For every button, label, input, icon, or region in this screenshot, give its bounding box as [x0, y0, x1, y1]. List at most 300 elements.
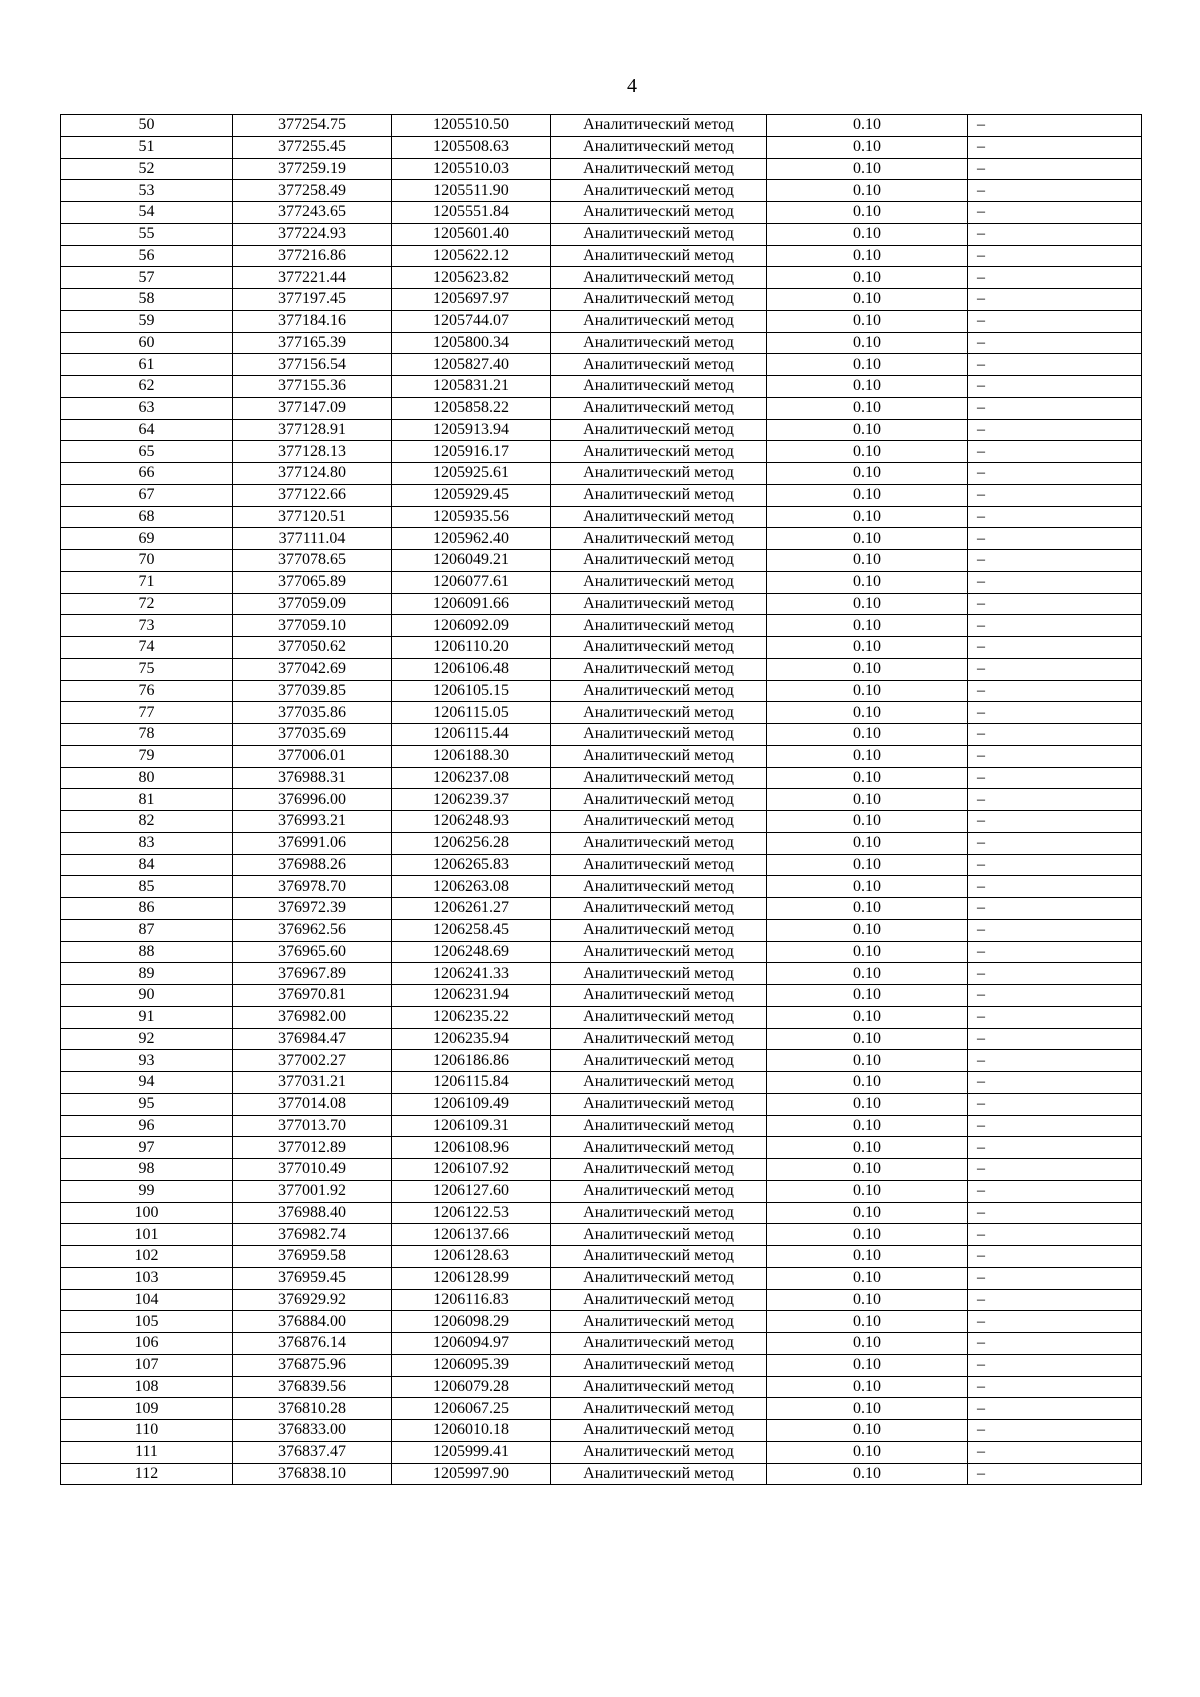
page-number: 4 — [627, 75, 637, 97]
description-cell: – — [968, 615, 1142, 637]
point-number-cell: 56 — [61, 245, 233, 267]
coord-x-cell: 377010.49 — [233, 1159, 392, 1181]
coordinates-table-body — [61, 115, 1142, 1485]
accuracy-cell: 0.10 — [767, 1420, 968, 1442]
table-row — [61, 745, 1142, 767]
accuracy-cell: 0.10 — [767, 332, 968, 354]
coord-y-cell: 1206137.66 — [392, 1224, 551, 1246]
coord-x-cell: 376959.58 — [233, 1246, 392, 1268]
accuracy-cell: 0.10 — [767, 919, 968, 941]
point-number-cell: 112 — [61, 1463, 233, 1485]
coord-y-cell: 1206237.08 — [392, 767, 551, 789]
table-row — [61, 1137, 1142, 1159]
description-cell: – — [968, 1333, 1142, 1355]
description-cell: – — [968, 811, 1142, 833]
description-cell: – — [968, 745, 1142, 767]
coord-y-cell: 1206091.66 — [392, 593, 551, 615]
accuracy-cell: 0.10 — [767, 1224, 968, 1246]
point-number-cell: 79 — [61, 745, 233, 767]
accuracy-cell: 0.10 — [767, 115, 968, 137]
point-number-cell: 51 — [61, 136, 233, 158]
description-cell: – — [968, 1420, 1142, 1442]
coord-y-cell: 1205697.97 — [392, 289, 551, 311]
coord-y-cell: 1205551.84 — [392, 202, 551, 224]
accuracy-cell: 0.10 — [767, 1333, 968, 1355]
table-row — [61, 158, 1142, 180]
coord-x-cell: 376838.10 — [233, 1463, 392, 1485]
point-number-cell: 97 — [61, 1137, 233, 1159]
coord-x-cell: 377259.19 — [233, 158, 392, 180]
point-number-cell: 95 — [61, 1093, 233, 1115]
point-number-cell: 100 — [61, 1202, 233, 1224]
point-number-cell: 57 — [61, 267, 233, 289]
method-cell: Аналитический метод — [551, 637, 767, 659]
point-number-cell: 92 — [61, 1028, 233, 1050]
description-cell: – — [968, 1224, 1142, 1246]
table-row — [61, 550, 1142, 572]
accuracy-cell: 0.10 — [767, 615, 968, 637]
method-cell: Аналитический метод — [551, 202, 767, 224]
method-cell: Аналитический метод — [551, 767, 767, 789]
coord-x-cell: 376988.40 — [233, 1202, 392, 1224]
method-cell: Аналитический метод — [551, 789, 767, 811]
coord-x-cell: 376839.56 — [233, 1376, 392, 1398]
coord-y-cell: 1205935.56 — [392, 506, 551, 528]
point-number-cell: 104 — [61, 1289, 233, 1311]
point-number-cell: 66 — [61, 463, 233, 485]
point-number-cell: 63 — [61, 397, 233, 419]
accuracy-cell: 0.10 — [767, 1072, 968, 1094]
point-number-cell: 69 — [61, 528, 233, 550]
description-cell: – — [968, 789, 1142, 811]
coord-x-cell: 377216.86 — [233, 245, 392, 267]
description-cell: – — [968, 1289, 1142, 1311]
coord-y-cell: 1206106.48 — [392, 658, 551, 680]
accuracy-cell: 0.10 — [767, 1267, 968, 1289]
table-row — [61, 963, 1142, 985]
coord-y-cell: 1205858.22 — [392, 397, 551, 419]
method-cell: Аналитический метод — [551, 158, 767, 180]
coord-x-cell: 377122.66 — [233, 484, 392, 506]
coord-y-cell: 1206109.31 — [392, 1115, 551, 1137]
description-cell: – — [968, 376, 1142, 398]
table-row — [61, 1463, 1142, 1485]
accuracy-cell: 0.10 — [767, 702, 968, 724]
table-row — [61, 1354, 1142, 1376]
coord-x-cell: 377035.69 — [233, 724, 392, 746]
coord-x-cell: 376884.00 — [233, 1311, 392, 1333]
table-row — [61, 593, 1142, 615]
table-row — [61, 680, 1142, 702]
coord-y-cell: 1206241.33 — [392, 963, 551, 985]
description-cell: – — [968, 919, 1142, 941]
table-row — [61, 332, 1142, 354]
accuracy-cell: 0.10 — [767, 1180, 968, 1202]
point-number-cell: 81 — [61, 789, 233, 811]
description-cell: – — [968, 484, 1142, 506]
coord-x-cell: 376965.60 — [233, 941, 392, 963]
method-cell: Аналитический метод — [551, 963, 767, 985]
method-cell: Аналитический метод — [551, 397, 767, 419]
coord-x-cell: 377254.75 — [233, 115, 392, 137]
point-number-cell: 109 — [61, 1398, 233, 1420]
coord-x-cell: 376876.14 — [233, 1333, 392, 1355]
description-cell: – — [968, 702, 1142, 724]
coord-x-cell: 376982.00 — [233, 1006, 392, 1028]
method-cell: Аналитический метод — [551, 1289, 767, 1311]
description-cell: – — [968, 1050, 1142, 1072]
description-cell: – — [968, 941, 1142, 963]
accuracy-cell: 0.10 — [767, 1006, 968, 1028]
coord-x-cell: 377059.09 — [233, 593, 392, 615]
description-cell: – — [968, 963, 1142, 985]
point-number-cell: 54 — [61, 202, 233, 224]
point-number-cell: 58 — [61, 289, 233, 311]
point-number-cell: 88 — [61, 941, 233, 963]
coord-x-cell: 376988.31 — [233, 767, 392, 789]
table-row — [61, 310, 1142, 332]
point-number-cell: 72 — [61, 593, 233, 615]
method-cell: Аналитический метод — [551, 1006, 767, 1028]
coord-x-cell: 377128.13 — [233, 441, 392, 463]
coord-y-cell: 1206077.61 — [392, 571, 551, 593]
method-cell: Аналитический метод — [551, 354, 767, 376]
coord-x-cell: 376837.47 — [233, 1441, 392, 1463]
table-row — [61, 506, 1142, 528]
coord-y-cell: 1205962.40 — [392, 528, 551, 550]
coord-y-cell: 1206116.83 — [392, 1289, 551, 1311]
coord-x-cell: 376991.06 — [233, 832, 392, 854]
accuracy-cell: 0.10 — [767, 376, 968, 398]
point-number-cell: 71 — [61, 571, 233, 593]
accuracy-cell: 0.10 — [767, 593, 968, 615]
method-cell: Аналитический метод — [551, 1311, 767, 1333]
method-cell: Аналитический метод — [551, 876, 767, 898]
table-row — [61, 1311, 1142, 1333]
table-row — [61, 1333, 1142, 1355]
coord-y-cell: 1206256.28 — [392, 832, 551, 854]
coord-x-cell: 377039.85 — [233, 680, 392, 702]
method-cell: Аналитический метод — [551, 1159, 767, 1181]
method-cell: Аналитический метод — [551, 1180, 767, 1202]
accuracy-cell: 0.10 — [767, 1289, 968, 1311]
table-row — [61, 267, 1142, 289]
coord-y-cell: 1206108.96 — [392, 1137, 551, 1159]
coord-x-cell: 377014.08 — [233, 1093, 392, 1115]
table-row — [61, 724, 1142, 746]
method-cell: Аналитический метод — [551, 854, 767, 876]
coord-x-cell: 376810.28 — [233, 1398, 392, 1420]
description-cell: – — [968, 419, 1142, 441]
table-row — [61, 898, 1142, 920]
point-number-cell: 73 — [61, 615, 233, 637]
coord-x-cell: 377035.86 — [233, 702, 392, 724]
coord-x-cell: 376978.70 — [233, 876, 392, 898]
accuracy-cell: 0.10 — [767, 1398, 968, 1420]
point-number-cell: 53 — [61, 180, 233, 202]
coord-x-cell: 377078.65 — [233, 550, 392, 572]
description-cell: – — [968, 1180, 1142, 1202]
accuracy-cell: 0.10 — [767, 789, 968, 811]
description-cell: – — [968, 658, 1142, 680]
description-cell: – — [968, 985, 1142, 1007]
method-cell: Аналитический метод — [551, 1093, 767, 1115]
description-cell: – — [968, 136, 1142, 158]
method-cell: Аналитический метод — [551, 941, 767, 963]
coord-y-cell: 1206263.08 — [392, 876, 551, 898]
accuracy-cell: 0.10 — [767, 1202, 968, 1224]
table-row — [61, 1202, 1142, 1224]
accuracy-cell: 0.10 — [767, 289, 968, 311]
accuracy-cell: 0.10 — [767, 658, 968, 680]
accuracy-cell: 0.10 — [767, 1028, 968, 1050]
method-cell: Аналитический метод — [551, 441, 767, 463]
table-row — [61, 1180, 1142, 1202]
coord-y-cell: 1206231.94 — [392, 985, 551, 1007]
table-row — [61, 354, 1142, 376]
table-row — [61, 615, 1142, 637]
coord-x-cell: 377184.16 — [233, 310, 392, 332]
table-row — [61, 876, 1142, 898]
coord-y-cell: 1206107.92 — [392, 1159, 551, 1181]
description-cell: – — [968, 310, 1142, 332]
coord-y-cell: 1205508.63 — [392, 136, 551, 158]
description-cell: – — [968, 397, 1142, 419]
coord-y-cell: 1206109.49 — [392, 1093, 551, 1115]
coord-y-cell: 1205929.45 — [392, 484, 551, 506]
coord-x-cell: 377006.01 — [233, 745, 392, 767]
point-number-cell: 75 — [61, 658, 233, 680]
description-cell: – — [968, 876, 1142, 898]
accuracy-cell: 0.10 — [767, 680, 968, 702]
method-cell: Аналитический метод — [551, 1246, 767, 1268]
method-cell: Аналитический метод — [551, 223, 767, 245]
accuracy-cell: 0.10 — [767, 267, 968, 289]
description-cell: – — [968, 593, 1142, 615]
accuracy-cell: 0.10 — [767, 1115, 968, 1137]
method-cell: Аналитический метод — [551, 1463, 767, 1485]
point-number-cell: 106 — [61, 1333, 233, 1355]
method-cell: Аналитический метод — [551, 1050, 767, 1072]
description-cell: – — [968, 528, 1142, 550]
point-number-cell: 111 — [61, 1441, 233, 1463]
description-cell: – — [968, 115, 1142, 137]
coord-y-cell: 1206127.60 — [392, 1180, 551, 1202]
method-cell: Аналитический метод — [551, 1072, 767, 1094]
accuracy-cell: 0.10 — [767, 876, 968, 898]
description-cell: – — [968, 158, 1142, 180]
coord-x-cell: 376993.21 — [233, 811, 392, 833]
table-row — [61, 180, 1142, 202]
coord-y-cell: 1206105.15 — [392, 680, 551, 702]
method-cell: Аналитический метод — [551, 528, 767, 550]
method-cell: Аналитический метод — [551, 1420, 767, 1442]
coord-y-cell: 1206122.53 — [392, 1202, 551, 1224]
point-number-cell: 52 — [61, 158, 233, 180]
coord-y-cell: 1205510.50 — [392, 115, 551, 137]
description-cell: – — [968, 245, 1142, 267]
coord-x-cell: 376984.47 — [233, 1028, 392, 1050]
point-number-cell: 68 — [61, 506, 233, 528]
coord-y-cell: 1206261.27 — [392, 898, 551, 920]
description-cell: – — [968, 832, 1142, 854]
coord-y-cell: 1205997.90 — [392, 1463, 551, 1485]
coord-x-cell: 376970.81 — [233, 985, 392, 1007]
accuracy-cell: 0.10 — [767, 724, 968, 746]
table-row — [61, 202, 1142, 224]
point-number-cell: 99 — [61, 1180, 233, 1202]
accuracy-cell: 0.10 — [767, 158, 968, 180]
point-number-cell: 85 — [61, 876, 233, 898]
coord-x-cell: 377001.92 — [233, 1180, 392, 1202]
description-cell: – — [968, 463, 1142, 485]
description-cell: – — [968, 223, 1142, 245]
coord-x-cell: 377050.62 — [233, 637, 392, 659]
method-cell: Аналитический метод — [551, 484, 767, 506]
table-row — [61, 245, 1142, 267]
coord-x-cell: 376959.45 — [233, 1267, 392, 1289]
table-row — [61, 419, 1142, 441]
description-cell: – — [968, 898, 1142, 920]
coord-y-cell: 1205510.03 — [392, 158, 551, 180]
point-number-cell: 60 — [61, 332, 233, 354]
coord-y-cell: 1206235.22 — [392, 1006, 551, 1028]
point-number-cell: 102 — [61, 1246, 233, 1268]
accuracy-cell: 0.10 — [767, 1441, 968, 1463]
point-number-cell: 96 — [61, 1115, 233, 1137]
accuracy-cell: 0.10 — [767, 310, 968, 332]
coord-y-cell: 1205623.82 — [392, 267, 551, 289]
coord-y-cell: 1206248.93 — [392, 811, 551, 833]
method-cell: Аналитический метод — [551, 615, 767, 637]
method-cell: Аналитический метод — [551, 310, 767, 332]
coord-y-cell: 1205999.41 — [392, 1441, 551, 1463]
accuracy-cell: 0.10 — [767, 202, 968, 224]
table-row — [61, 571, 1142, 593]
accuracy-cell: 0.10 — [767, 1376, 968, 1398]
coord-x-cell: 377031.21 — [233, 1072, 392, 1094]
coord-y-cell: 1206248.69 — [392, 941, 551, 963]
coord-y-cell: 1206095.39 — [392, 1354, 551, 1376]
coord-x-cell: 376875.96 — [233, 1354, 392, 1376]
coord-y-cell: 1206079.28 — [392, 1376, 551, 1398]
accuracy-cell: 0.10 — [767, 767, 968, 789]
method-cell: Аналитический метод — [551, 419, 767, 441]
accuracy-cell: 0.10 — [767, 811, 968, 833]
accuracy-cell: 0.10 — [767, 1093, 968, 1115]
description-cell: – — [968, 724, 1142, 746]
coord-x-cell: 377156.54 — [233, 354, 392, 376]
point-number-cell: 93 — [61, 1050, 233, 1072]
table-row — [61, 223, 1142, 245]
table-row — [61, 854, 1142, 876]
description-cell: – — [968, 1354, 1142, 1376]
coord-x-cell: 376982.74 — [233, 1224, 392, 1246]
method-cell: Аналитический метод — [551, 898, 767, 920]
accuracy-cell: 0.10 — [767, 1050, 968, 1072]
coord-x-cell: 376962.56 — [233, 919, 392, 941]
coord-x-cell: 377124.80 — [233, 463, 392, 485]
point-number-cell: 70 — [61, 550, 233, 572]
point-number-cell: 108 — [61, 1376, 233, 1398]
coord-y-cell: 1206110.20 — [392, 637, 551, 659]
accuracy-cell: 0.10 — [767, 1463, 968, 1485]
coord-y-cell: 1205831.21 — [392, 376, 551, 398]
coord-x-cell: 377120.51 — [233, 506, 392, 528]
coord-x-cell: 377002.27 — [233, 1050, 392, 1072]
coord-x-cell: 377221.44 — [233, 267, 392, 289]
method-cell: Аналитический метод — [551, 745, 767, 767]
coord-x-cell: 376988.26 — [233, 854, 392, 876]
point-number-cell: 64 — [61, 419, 233, 441]
coord-y-cell: 1205744.07 — [392, 310, 551, 332]
accuracy-cell: 0.10 — [767, 637, 968, 659]
coord-y-cell: 1206235.94 — [392, 1028, 551, 1050]
description-cell: – — [968, 637, 1142, 659]
method-cell: Аналитический метод — [551, 136, 767, 158]
coord-x-cell: 377012.89 — [233, 1137, 392, 1159]
description-cell: – — [968, 1398, 1142, 1420]
coord-y-cell: 1206115.44 — [392, 724, 551, 746]
accuracy-cell: 0.10 — [767, 419, 968, 441]
coord-x-cell: 377111.04 — [233, 528, 392, 550]
accuracy-cell: 0.10 — [767, 245, 968, 267]
coord-y-cell: 1205601.40 — [392, 223, 551, 245]
accuracy-cell: 0.10 — [767, 550, 968, 572]
coord-x-cell: 377147.09 — [233, 397, 392, 419]
coord-y-cell: 1206239.37 — [392, 789, 551, 811]
accuracy-cell: 0.10 — [767, 1159, 968, 1181]
description-cell: – — [968, 441, 1142, 463]
accuracy-cell: 0.10 — [767, 832, 968, 854]
method-cell: Аналитический метод — [551, 1333, 767, 1355]
point-number-cell: 98 — [61, 1159, 233, 1181]
point-number-cell: 103 — [61, 1267, 233, 1289]
method-cell: Аналитический метод — [551, 658, 767, 680]
accuracy-cell: 0.10 — [767, 1137, 968, 1159]
method-cell: Аналитический метод — [551, 289, 767, 311]
description-cell: – — [968, 289, 1142, 311]
description-cell: – — [968, 1093, 1142, 1115]
coordinates-table — [60, 114, 1142, 1485]
coord-x-cell: 376972.39 — [233, 898, 392, 920]
table-row — [61, 767, 1142, 789]
method-cell: Аналитический метод — [551, 463, 767, 485]
method-cell: Аналитический метод — [551, 267, 767, 289]
description-cell: – — [968, 571, 1142, 593]
table-row — [61, 484, 1142, 506]
table-row — [61, 463, 1142, 485]
coord-x-cell: 377065.89 — [233, 571, 392, 593]
table-row — [61, 637, 1142, 659]
description-cell: – — [968, 1137, 1142, 1159]
method-cell: Аналитический метод — [551, 376, 767, 398]
table-row — [61, 1420, 1142, 1442]
coord-y-cell: 1205800.34 — [392, 332, 551, 354]
method-cell: Аналитический метод — [551, 680, 767, 702]
point-number-cell: 76 — [61, 680, 233, 702]
table-row — [61, 289, 1142, 311]
point-number-cell: 78 — [61, 724, 233, 746]
point-number-cell: 84 — [61, 854, 233, 876]
point-number-cell: 65 — [61, 441, 233, 463]
method-cell: Аналитический метод — [551, 1224, 767, 1246]
table-row — [61, 1441, 1142, 1463]
point-number-cell: 94 — [61, 1072, 233, 1094]
coord-y-cell: 1206115.84 — [392, 1072, 551, 1094]
description-cell: – — [968, 1463, 1142, 1485]
method-cell: Аналитический метод — [551, 1267, 767, 1289]
